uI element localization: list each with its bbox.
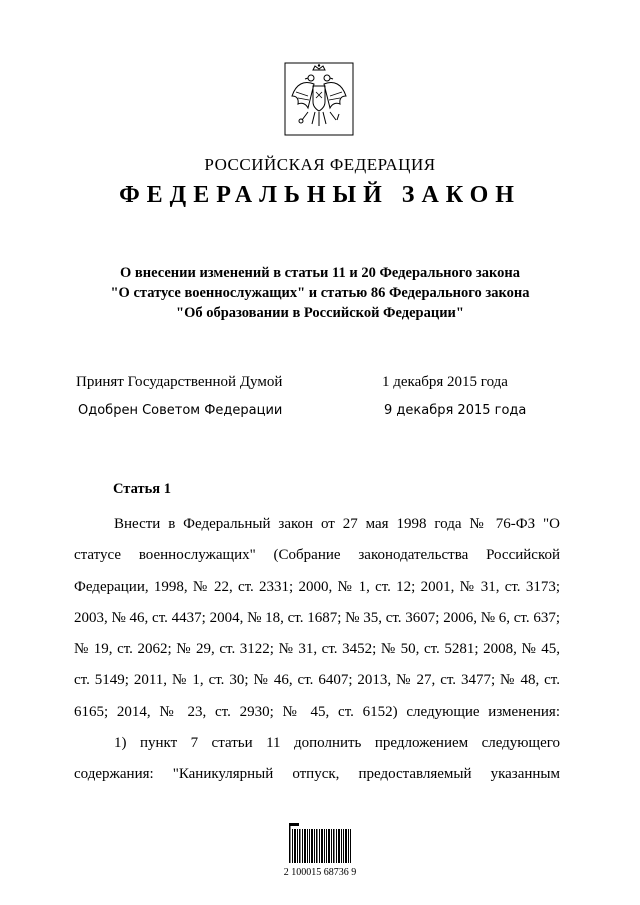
article-paragraph: Внести в Федеральный закон от 27 мая 1998 года № 76-ФЗ "О статусе военнослужащих" (Собрание законодательства Российской Федерации, 1998, № 22, ст. 2331; 2000, № 1, ст. 12; 2001, № 31, ст. 3173; 2003, № 46, ст. 4437; 2004, № 18, ст. 1687; № 35, ст. 3607; 2006, № 6, ст. 637; № 19, ст. 2062; № 29, ст. 3122; № 31, ст. 3452; № 50, ст. 5281; 2008, № 45, ст. 5149; 2011, № 1, ст. 30; № 46, ст. 6407; 2013, № 27, ст. 3477; № 48, ст. 6165; 2014, № 23, ст. 2930; № 45, ст. 6152) следующие изменения: [74, 516, 561, 720]
law-title-line: "О статусе военнослужащих" и статью 86 Федерального закона [110, 285, 530, 301]
council-approval-label: Одобрен Советом Федерации [78, 403, 283, 418]
coat-of-arms-icon [284, 62, 354, 136]
duma-adoption-label: Принят Государственной Думой [76, 374, 283, 390]
duma-adoption-date: 1 декабря 2015 года [382, 374, 508, 390]
article-paragraph: 1) пункт 7 статьи 11 дополнить предложением следующего содержания: "Каникулярный отпуск, предоставляемый указанным [74, 735, 560, 783]
council-approval-date: 9 декабря 2015 года [384, 403, 527, 418]
law-title [0, 263, 640, 323]
article-body [74, 509, 560, 791]
article-heading: Статья 1 [113, 481, 171, 497]
country-heading: РОССИЙСКАЯ ФЕДЕРАЦИЯ [204, 155, 436, 174]
barcode-icon [289, 823, 351, 863]
law-title-line: О внесении изменений в статьи 11 и 20 Федерального закона [120, 265, 520, 281]
law-title-line: "Об образовании в Российской Федерации" [176, 305, 464, 321]
document-type-heading: ФЕДЕРАЛЬНЫЙ ЗАКОН [119, 182, 521, 208]
barcode-number: 2 100015 68736 9 [283, 867, 357, 878]
